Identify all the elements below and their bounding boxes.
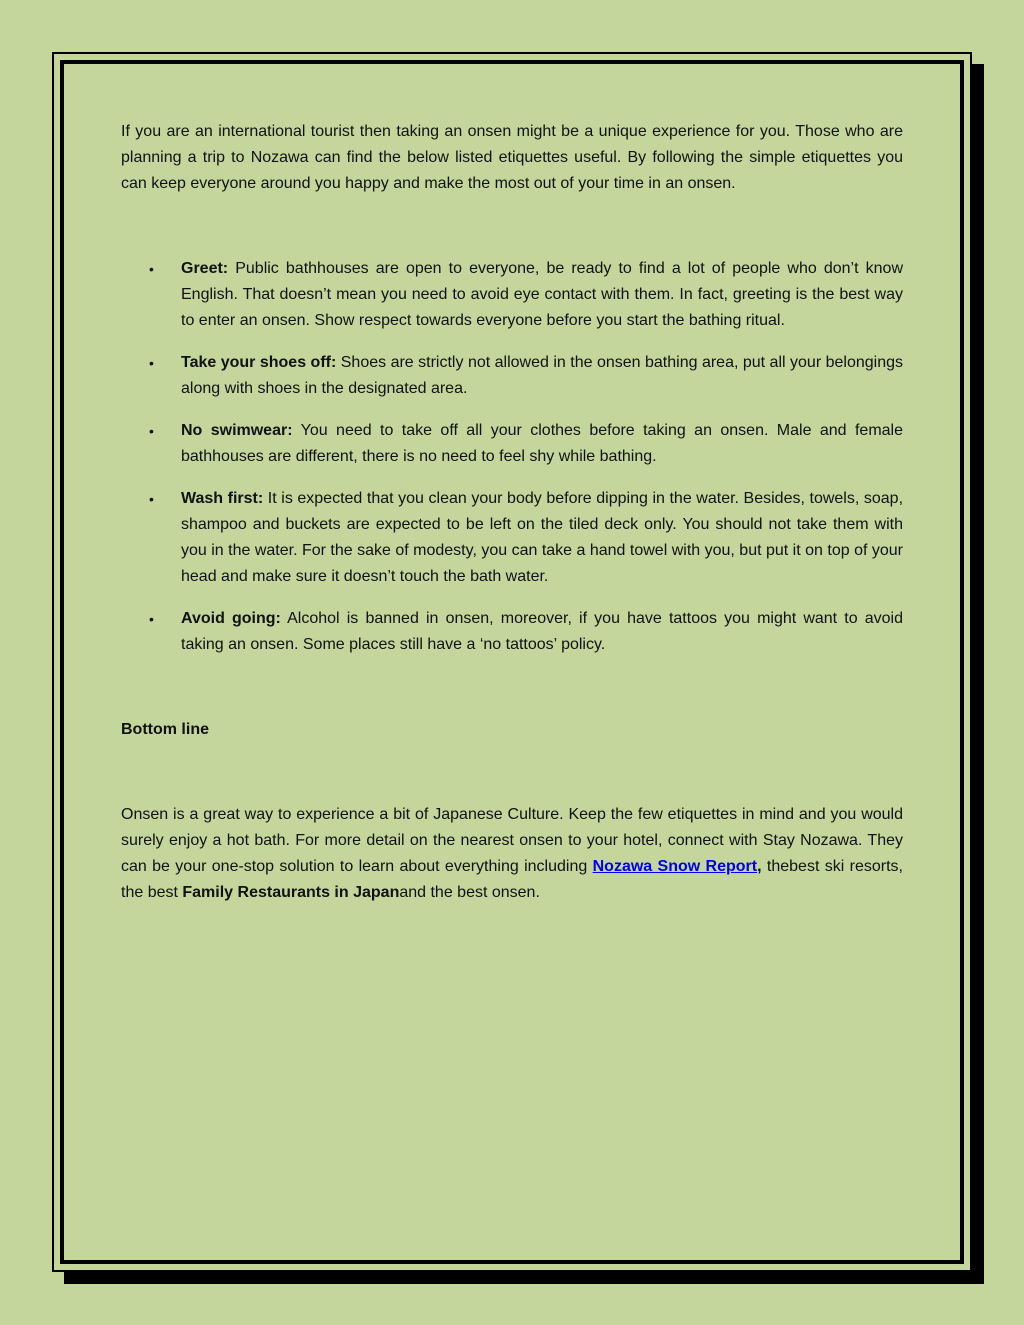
family-restaurants-phrase: Family Restaurants in Japan [182, 884, 400, 901]
document-body [121, 119, 903, 906]
etiquette-list [121, 256, 903, 658]
tip-text: Alcohol is banned in onsen, moreover, if you have tattoos you might want to avoid taking an onsen. Some places still have a ‘no tattoos’ policy. [181, 610, 904, 653]
tip-text: You need to take off all your clothes before taking an onsen. Male and female bathhouses are different, there is no need to feel shy while bathing. [181, 422, 903, 465]
list-item [121, 256, 903, 334]
tip-term: No swimwear: [181, 422, 293, 439]
conclusion-paragraph [121, 802, 903, 906]
nozawa-snow-report-link[interactable]: Nozawa Snow Report [592, 858, 758, 875]
conclusion-text-end: and the best onsen. [399, 884, 540, 901]
intro-paragraph: If you are an international tourist then taking an onsen might be a unique experience for you. Those who are planning a trip to Nozawa can find the below listed etiquettes useful. By following the simple etiquettes you can keep everyone around you happy and make the most out of your time in an onsen. [121, 123, 903, 192]
tip-text: It is expected that you clean your body before dipping in the water. Besides, towels, soap, shampoo and buckets are expected to be left on the tiled deck only. You should not take them with you in the water. For the sake of modesty, you can take a hand towel with you, but put it on top of your head and make sure it doesn’t touch the bath water. [181, 490, 904, 585]
bottom-line-heading: Bottom line [121, 721, 209, 738]
bullet-icon: • [149, 423, 154, 439]
tip-term: Greet: [181, 260, 229, 277]
tip-term: Wash first: [181, 490, 264, 507]
tip-text: Public bathhouses are open to everyone, be ready to find a lot of people who don’t know English. That doesn’t mean you need to avoid eye contact with them. In fact, greeting is the best way to enter an onsen. Show respect towards everyone before you start the bathing ritual. [181, 260, 903, 329]
list-item [121, 606, 903, 658]
bullet-icon: • [149, 611, 154, 627]
conclusion-text-middle: thebest ski resorts, the best [121, 858, 904, 901]
tip-term: Avoid going: [181, 610, 281, 627]
conclusion-text-before-link: Onsen is a great way to experience a bit of Japanese Culture. Keep the few etiquettes in mind and you would surely enjoy a hot bath. For more detail on the nearest onsen to your hotel, connect with Stay Nozawa. They can be your one-stop solution to learn about everything including [121, 806, 903, 875]
list-item [121, 486, 903, 590]
list-item [121, 350, 903, 402]
bullet-icon: • [149, 491, 154, 507]
bullet-icon: • [149, 355, 154, 371]
conclusion-comma: , [757, 858, 762, 875]
list-item [121, 418, 903, 470]
tip-text: Shoes are strictly not allowed in the onsen bathing area, put all your belongings along with shoes in the designated area. [181, 354, 903, 397]
bullet-icon: • [149, 261, 154, 277]
tip-term: Take your shoes off: [181, 354, 337, 371]
